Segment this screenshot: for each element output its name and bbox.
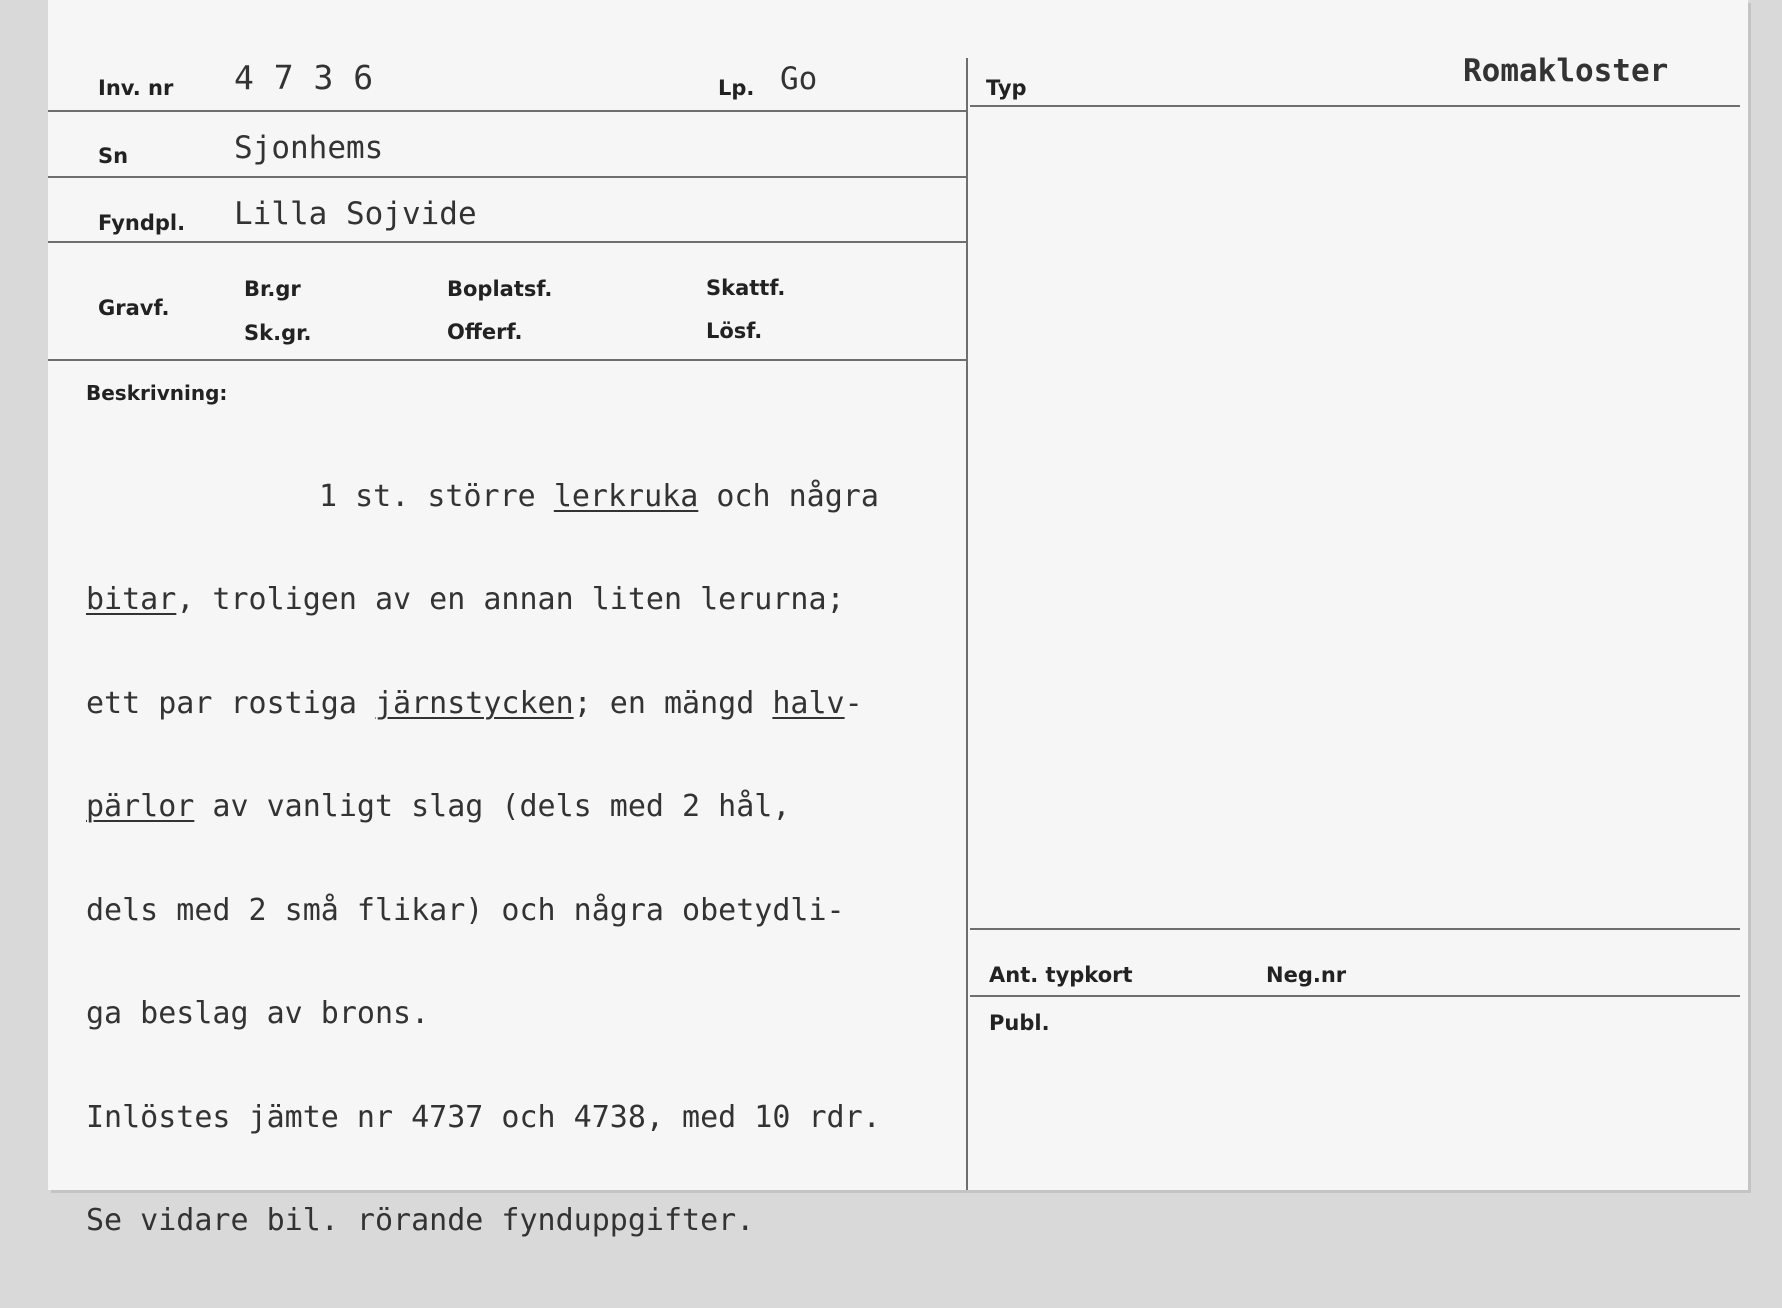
gravf-label: Gravf.	[98, 296, 170, 320]
offerf-label: Offerf.	[447, 320, 523, 344]
underline-jarnstycken: järnstycken	[374, 685, 574, 721]
ant-typkort-label: Ant. typkort	[989, 963, 1133, 987]
boplatsf-label: Boplatsf.	[447, 277, 553, 301]
description-line-2: bitar, troligen av en annan liten lerurna;	[86, 582, 845, 617]
description-line-4: pärlor av vanligt slag (dels med 2 hål,	[86, 789, 791, 824]
rule-row2	[48, 176, 966, 178]
typ-value: Romakloster	[1463, 53, 1669, 89]
rule-row4	[48, 359, 966, 361]
fyndpl-value: Lilla Sojvide	[234, 196, 477, 232]
underline-parlor: pärlor	[86, 789, 195, 824]
lp-label: Lp.	[718, 76, 755, 100]
underline-bitar: bitar	[86, 582, 177, 617]
inv-nr-label: Inv. nr	[98, 76, 174, 100]
sn-value: Sjonhems	[234, 130, 384, 166]
underline-lerkruka: lerkruka	[553, 478, 699, 514]
losf-label: Lösf.	[706, 319, 763, 343]
description-line-1: 1 st. större lerkruka och några	[319, 478, 879, 514]
inv-nr-value: 4 7 3 6	[234, 58, 374, 97]
fyndpl-label: Fyndpl.	[98, 211, 186, 235]
typ-label: Typ	[986, 76, 1027, 100]
description-line-5: dels med 2 små flikar) och några obetydli-	[86, 892, 845, 928]
rule-typ	[970, 105, 1740, 107]
publ-label: Publ.	[989, 1011, 1050, 1035]
skattf-label: Skattf.	[706, 276, 786, 300]
underline-halv: halv	[772, 685, 845, 721]
neg-nr-label: Neg.nr	[1266, 963, 1347, 987]
rule-row1	[48, 110, 966, 112]
description-line-7: Inlöstes jämte nr 4737 och 4738, med 10 rdr.	[86, 1099, 881, 1135]
catalog-card	[48, 0, 1748, 1238]
lp-value: Go	[780, 61, 818, 97]
description-line-8: Se vidare bil. rörande fynduppgifter.	[86, 1203, 755, 1238]
description-line-3: ett par rostiga järnstycken; en mängd halv-	[86, 685, 863, 721]
rule-typkort-top	[970, 928, 1740, 930]
description-line-6: ga beslag av brons.	[86, 996, 430, 1031]
skgr-label: Sk.gr.	[244, 321, 312, 345]
sn-label: Sn	[98, 144, 129, 168]
rule-typkort-bottom	[970, 995, 1740, 997]
rule-row3	[48, 241, 966, 243]
beskrivning-label: Beskrivning:	[86, 381, 228, 405]
description-block	[86, 376, 1026, 1308]
brgr-label: Br.gr	[244, 277, 301, 301]
